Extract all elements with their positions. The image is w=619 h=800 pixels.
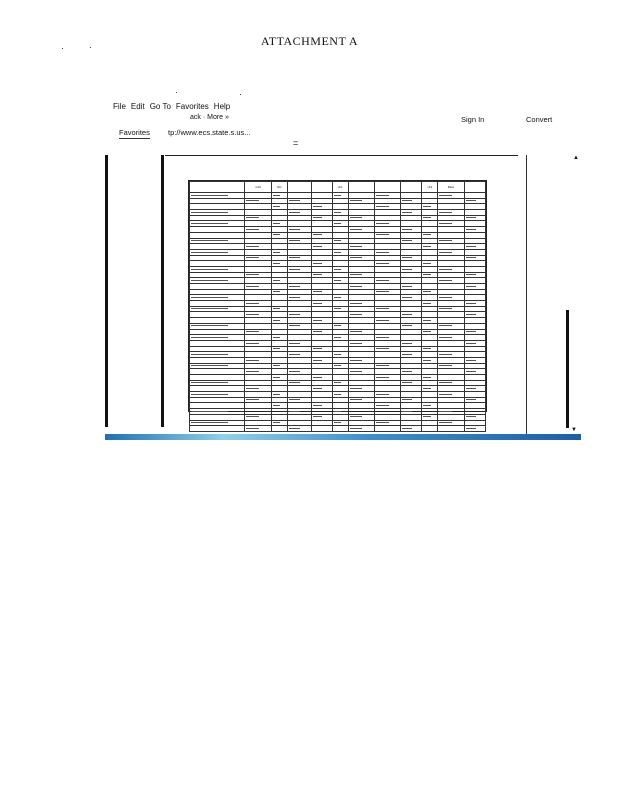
table-header: Ref: [271, 182, 287, 193]
smudge-mark: [273, 223, 280, 224]
smudge-mark: [191, 365, 228, 366]
smudge-mark: [334, 195, 341, 196]
smudge-mark: [439, 195, 452, 196]
smudge-mark: [466, 303, 476, 304]
smudge-mark: [423, 360, 430, 361]
smudge-mark: [246, 343, 259, 344]
smudge-mark: [376, 206, 389, 207]
smudge-mark: [376, 337, 389, 338]
smudge-mark: [191, 382, 228, 383]
smudge-mark: [246, 217, 259, 218]
smudge-mark: [423, 388, 430, 389]
smudge-mark: [350, 286, 363, 287]
smudge-mark: [466, 274, 476, 275]
smudge-mark: [191, 269, 228, 270]
table-header: [348, 182, 374, 193]
smudge-mark: [423, 234, 430, 235]
smudge-mark: [439, 354, 452, 355]
smudge-mark: [466, 217, 476, 218]
page-title: ATTACHMENT A: [260, 34, 359, 48]
smudge-mark: [423, 377, 430, 378]
smudge-mark: [313, 348, 323, 349]
scroll-down-arrow-icon[interactable]: ▼: [571, 427, 577, 433]
smudge-mark: [273, 422, 280, 423]
smudge-mark: [402, 371, 412, 372]
smudge-mark: [289, 297, 300, 298]
smudge-mark: [423, 405, 430, 406]
smudge-mark: [350, 200, 363, 201]
smudge-mark: [246, 428, 259, 429]
menu-go-to[interactable]: Go To: [149, 102, 171, 111]
smudge-mark: [439, 337, 452, 338]
smudge-mark: [191, 195, 228, 196]
smudge-mark: [350, 229, 363, 230]
smudge-mark: [289, 240, 300, 241]
smudge-mark: [246, 399, 259, 400]
smudge-mark: [350, 217, 363, 218]
smudge-mark: [334, 297, 341, 298]
smudge-mark: [289, 286, 300, 287]
smudge-mark: [466, 343, 476, 344]
smudge-mark: [439, 382, 452, 383]
smudge-mark: [334, 337, 341, 338]
scan-speck: [176, 92, 177, 93]
smudge-mark: [246, 286, 259, 287]
table-cell: [422, 426, 438, 432]
smudge-mark: [191, 337, 228, 338]
smudge-mark: [350, 371, 363, 372]
smudge-mark: [313, 416, 323, 417]
favorites-button[interactable]: Favorites: [119, 128, 150, 137]
table-header: [374, 182, 400, 193]
smudge-mark: [376, 195, 389, 196]
table-header: [287, 182, 311, 193]
content-top-border: [165, 155, 518, 156]
smudge-mark: [289, 382, 300, 383]
scrollbar-thumb[interactable]: [566, 310, 569, 428]
smudge-mark: [466, 388, 476, 389]
table-header: [311, 182, 332, 193]
smudge-mark: [191, 223, 228, 224]
table-cell: [287, 426, 311, 432]
smudge-mark: [246, 229, 259, 230]
smudge-mark: [313, 291, 323, 292]
smudge-mark: [350, 257, 363, 258]
smudge-mark: [313, 331, 323, 332]
scanned-table-image: [188, 180, 487, 412]
smudge-mark: [246, 303, 259, 304]
smudge-mark: [423, 206, 430, 207]
smudge-mark: [273, 234, 280, 235]
smudge-mark: [402, 212, 412, 213]
smudge-mark: [376, 365, 389, 366]
smudge-mark: [350, 343, 363, 344]
smudge-mark: [313, 217, 323, 218]
smudge-mark: [334, 223, 341, 224]
table-cell: [348, 426, 374, 432]
smudge-mark: [273, 206, 280, 207]
smudge-mark: [376, 223, 389, 224]
smudge-mark: [289, 200, 300, 201]
table-cell: [245, 426, 271, 432]
smudge-mark: [246, 257, 259, 258]
smudge-mark: [273, 308, 280, 309]
smudge-mark: [423, 274, 430, 275]
smudge-mark: [350, 331, 363, 332]
smudge-mark: [466, 314, 476, 315]
smudge-mark: [466, 286, 476, 287]
scan-speck: [62, 48, 63, 49]
table-header: Unit: [422, 182, 438, 193]
smudge-mark: [313, 263, 323, 264]
smudge-mark: [273, 365, 280, 366]
smudge-mark: [466, 246, 476, 247]
scroll-up-arrow-icon[interactable]: ▲: [573, 155, 579, 161]
smudge-mark: [350, 274, 363, 275]
smudge-mark: [466, 257, 476, 258]
smudge-mark: [334, 394, 341, 395]
table-header: CAS: [245, 182, 271, 193]
smudge-mark: [439, 394, 452, 395]
smudge-mark: [191, 394, 228, 395]
smudge-mark: [466, 428, 476, 429]
smudge-mark: [273, 405, 280, 406]
smudge-mark: [439, 325, 452, 326]
smudge-mark: [334, 325, 341, 326]
smudge-mark: [376, 405, 389, 406]
smudge-mark: [439, 252, 452, 253]
smudge-mark: [191, 252, 228, 253]
smudge-mark: [466, 416, 476, 417]
smudge-mark: [439, 212, 452, 213]
table-cell: [374, 426, 400, 432]
smudge-mark: [439, 308, 452, 309]
smudge-mark: [289, 428, 300, 429]
content-left-border: [161, 155, 164, 427]
smudge-mark: [313, 320, 323, 321]
table-cell: [190, 426, 245, 432]
smudge-mark: [466, 371, 476, 372]
content-right-border: [526, 155, 527, 435]
smudge-mark: [191, 325, 228, 326]
address-bar[interactable]: tp://www.ecs.state.s.us...: [168, 128, 251, 137]
smudge-mark: [246, 274, 259, 275]
smudge-mark: [313, 234, 323, 235]
smudge-mark: [334, 411, 341, 412]
smudge-mark: [439, 365, 452, 366]
window-left-border: [105, 155, 108, 427]
smudge-mark: [423, 348, 430, 349]
smudge-mark: [350, 388, 363, 389]
smudge-mark: [191, 422, 228, 423]
smudge-mark: [350, 399, 363, 400]
table-header-row: [190, 182, 486, 193]
smudge-mark: [402, 354, 412, 355]
smudge-mark: [402, 325, 412, 326]
scanned-table: [189, 181, 486, 432]
table-cell: [332, 426, 348, 432]
smudge-mark: [402, 314, 412, 315]
menu-edit[interactable]: Edit: [130, 102, 145, 111]
smudge-mark: [289, 269, 300, 270]
table-header: Unit: [332, 182, 348, 193]
smudge-mark: [466, 200, 476, 201]
smudge-mark: [273, 394, 280, 395]
smudge-mark: [313, 360, 323, 361]
smudge-mark: [466, 229, 476, 230]
smudge-mark: [439, 223, 452, 224]
smudge-mark: [423, 263, 430, 264]
smudge-mark: [273, 263, 280, 264]
smudge-mark: [191, 297, 228, 298]
smudge-mark: [376, 308, 389, 309]
smudge-mark: [313, 303, 323, 304]
menu-file[interactable]: File: [113, 102, 126, 111]
smudge-mark: [289, 257, 300, 258]
table-header: [401, 182, 422, 193]
smudge-mark: [313, 246, 323, 247]
table-body: [190, 193, 486, 432]
smudge-mark: [402, 229, 412, 230]
smudge-mark: [313, 206, 323, 207]
smudge-mark: [376, 422, 389, 423]
smudge-mark: [191, 212, 228, 213]
smudge-mark: [273, 195, 280, 196]
smudge-mark: [289, 399, 300, 400]
smudge-mark: [191, 280, 228, 281]
smudge-mark: [350, 416, 363, 417]
smudge-mark: [273, 252, 280, 253]
smudge-mark: [334, 240, 341, 241]
smudge-mark: [289, 314, 300, 315]
smudge-mark: [246, 200, 259, 201]
smudge-mark: [289, 325, 300, 326]
table-cell: [271, 426, 287, 432]
smudge-mark: [334, 422, 341, 423]
smudge-mark: [402, 399, 412, 400]
smudge-mark: [273, 377, 280, 378]
smudge-mark: [402, 428, 412, 429]
smudge-mark: [246, 416, 259, 417]
equals-glyph: =: [293, 138, 299, 148]
convert-button[interactable]: Convert: [526, 115, 553, 124]
smudge-mark: [350, 428, 363, 429]
smudge-mark: [350, 246, 363, 247]
smudge-mark: [423, 217, 430, 218]
scan-speck: [240, 94, 241, 95]
smudge-mark: [246, 246, 259, 247]
smudge-mark: [423, 303, 430, 304]
smudge-mark: [423, 246, 430, 247]
smudge-mark: [334, 365, 341, 366]
smudge-mark: [191, 308, 228, 309]
smudge-mark: [334, 382, 341, 383]
table-cell: [464, 426, 485, 432]
smudge-mark: [334, 212, 341, 213]
smudge-mark: [402, 382, 412, 383]
smudge-mark: [350, 303, 363, 304]
smudge-mark: [402, 343, 412, 344]
smudge-mark: [273, 280, 280, 281]
smudge-mark: [246, 360, 259, 361]
smudge-mark: [334, 269, 341, 270]
smudge-mark: [439, 240, 452, 241]
smudge-mark: [423, 320, 430, 321]
smudge-mark: [376, 377, 389, 378]
menu-help[interactable]: Help: [213, 102, 231, 111]
smudge-mark: [402, 269, 412, 270]
toolbar-fragment[interactable]: ack · More »: [190, 114, 229, 121]
table-cell: [311, 426, 332, 432]
smudge-mark: [289, 354, 300, 355]
smudge-mark: [376, 320, 389, 321]
smudge-mark: [273, 320, 280, 321]
smudge-mark: [246, 388, 259, 389]
smudge-mark: [423, 331, 430, 332]
smudge-mark: [466, 399, 476, 400]
smudge-mark: [376, 252, 389, 253]
smudge-mark: [246, 371, 259, 372]
smudge-mark: [334, 252, 341, 253]
smudge-mark: [273, 337, 280, 338]
smudge-mark: [376, 263, 389, 264]
smudge-mark: [376, 234, 389, 235]
smudge-mark: [289, 343, 300, 344]
smudge-mark: [423, 416, 430, 417]
smudge-mark: [334, 280, 341, 281]
smudge-mark: [350, 360, 363, 361]
smudge-mark: [273, 348, 280, 349]
smudge-mark: [466, 360, 476, 361]
smudge-mark: [350, 314, 363, 315]
smudge-mark: [289, 411, 300, 412]
smudge-mark: [191, 240, 228, 241]
smudge-mark: [246, 314, 259, 315]
smudge-mark: [439, 280, 452, 281]
table-header: [190, 182, 245, 193]
smudge-mark: [423, 291, 430, 292]
smudge-mark: [402, 411, 412, 412]
menu-favorites[interactable]: Favorites: [175, 102, 209, 111]
smudge-mark: [402, 200, 412, 201]
table-cell: [438, 426, 464, 432]
smudge-mark: [402, 257, 412, 258]
smudge-mark: [402, 297, 412, 298]
smudge-mark: [376, 348, 389, 349]
sign-in-button[interactable]: Sign In: [461, 115, 485, 124]
table-header: [464, 182, 485, 193]
smudge-mark: [466, 331, 476, 332]
smudge-mark: [334, 308, 341, 309]
smudge-mark: [439, 269, 452, 270]
smudge-mark: [191, 354, 228, 355]
smudge-mark: [273, 291, 280, 292]
smudge-mark: [376, 394, 389, 395]
table-header: Basis: [438, 182, 464, 193]
smudge-mark: [439, 297, 452, 298]
smudge-mark: [246, 331, 259, 332]
smudge-mark: [376, 291, 389, 292]
smudge-mark: [289, 371, 300, 372]
scan-speck: [90, 47, 91, 48]
smudge-mark: [191, 411, 228, 412]
smudge-mark: [376, 280, 389, 281]
smudge-mark: [289, 212, 300, 213]
smudge-mark: [313, 274, 323, 275]
browser-menu-bar: [113, 102, 230, 111]
table-row: [190, 426, 486, 432]
smudge-mark: [289, 229, 300, 230]
smudge-mark: [402, 240, 412, 241]
smudge-mark: [439, 422, 452, 423]
table-cell: [401, 426, 422, 432]
smudge-mark: [313, 388, 323, 389]
smudge-mark: [334, 354, 341, 355]
smudge-mark: [313, 377, 323, 378]
taskbar: [105, 434, 581, 440]
smudge-mark: [313, 405, 323, 406]
smudge-mark: [402, 286, 412, 287]
smudge-mark: [439, 411, 452, 412]
